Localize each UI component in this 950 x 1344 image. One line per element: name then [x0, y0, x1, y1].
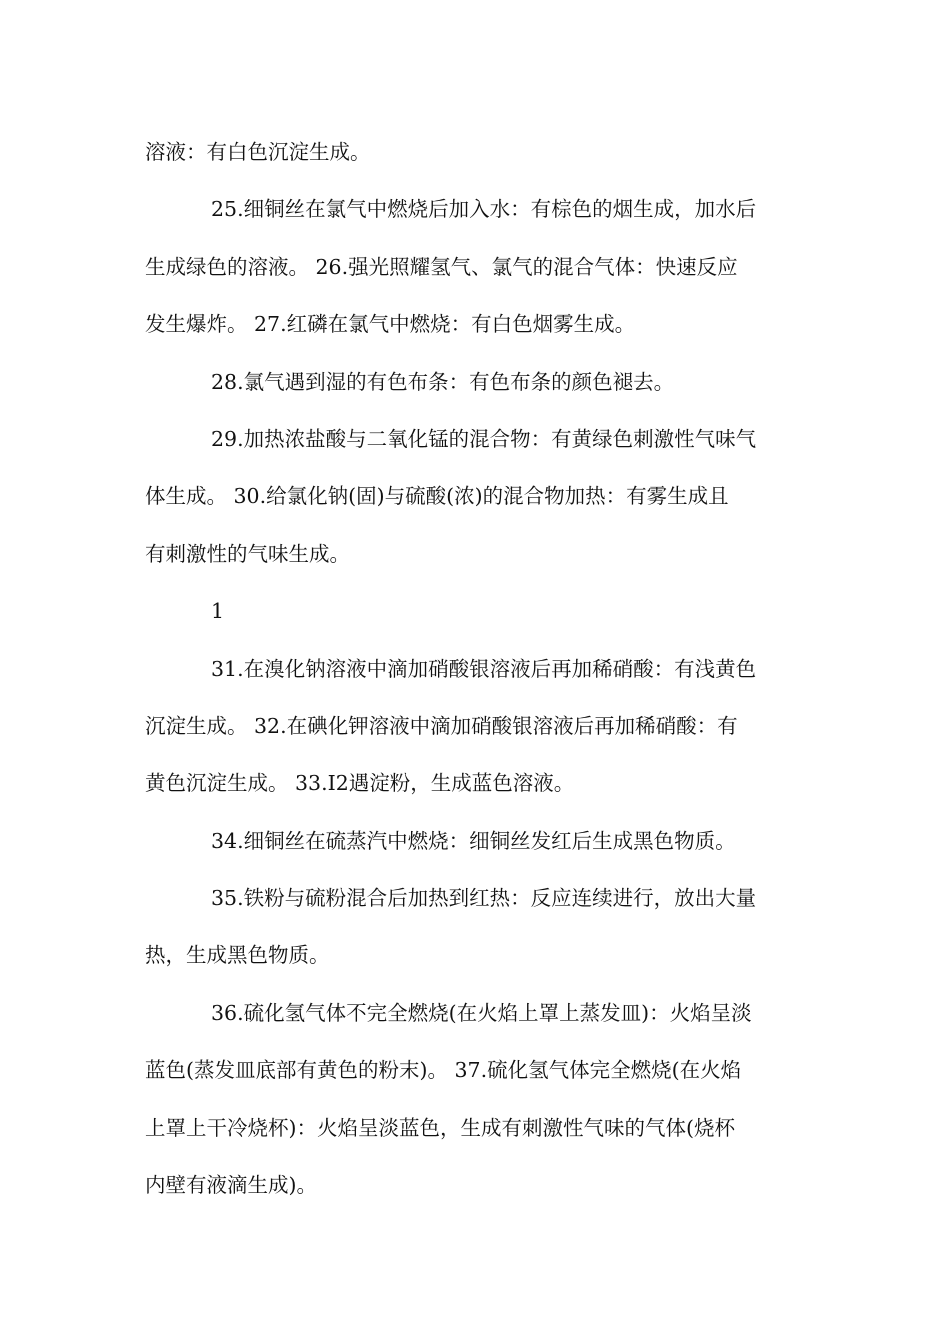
page-number: 1	[211, 599, 225, 624]
text-line: 有刺激性的气味生成。	[145, 541, 350, 566]
text-line: 36.硫化氢气体不完全燃烧(在火焰上罩上蒸发皿)：火焰呈淡	[211, 1000, 752, 1025]
text-line: 体生成。 30.给氯化钠(固)与硫酸(浓)的混合物加热：有雾生成且	[145, 484, 729, 509]
text-line: 内壁有液滴生成)。	[145, 1173, 317, 1198]
text-line: 29.加热浓盐酸与二氧化锰的混合物：有黄绿色刺激性气味气	[211, 426, 757, 451]
text-line: 上罩上干冷烧杯)：火焰呈淡蓝色，生成有刺激性气味的气体(烧杯	[145, 1115, 735, 1140]
document-body	[145, 127, 807, 1217]
text-line: 溶液：有白色沉淀生成。	[145, 140, 371, 164]
text-line: 25.细铜丝在氯气中燃烧后加入水：有棕色的烟生成，加水后	[211, 197, 757, 222]
text-line: 28.氯气遇到湿的有色布条：有色布条的颜色褪去。	[211, 369, 675, 394]
text-line: 沉淀生成。 32.在碘化钾溶液中滴加硝酸银溶液后再加稀硝酸：有	[145, 713, 738, 738]
text-line: 蓝色(蒸发皿底部有黄色的粉末)。 37.硫化氢气体完全燃烧(在火焰	[145, 1058, 742, 1083]
text-line: 生成绿色的溶液。 26.强光照耀氢气、氯气的混合气体：快速反应	[145, 254, 738, 279]
text-line: 发生爆炸。 27.红磷在氯气中燃烧：有白色烟雾生成。	[145, 312, 636, 337]
text-line: 热，生成黑色物质。	[145, 943, 330, 968]
text-line: 黄色沉淀生成。 33.I2遇淀粉，生成蓝色溶液。	[145, 771, 575, 796]
text-line: 34.细铜丝在硫蒸汽中燃烧：细铜丝发红后生成黑色物质。	[211, 828, 736, 853]
text-line: 35.铁粉与硫粉混合后加热到红热：反应连续进行，放出大量	[211, 886, 757, 911]
text-line: 31.在溴化钠溶液中滴加硝酸银溶液后再加稀硝酸：有浅黄色	[211, 656, 757, 681]
